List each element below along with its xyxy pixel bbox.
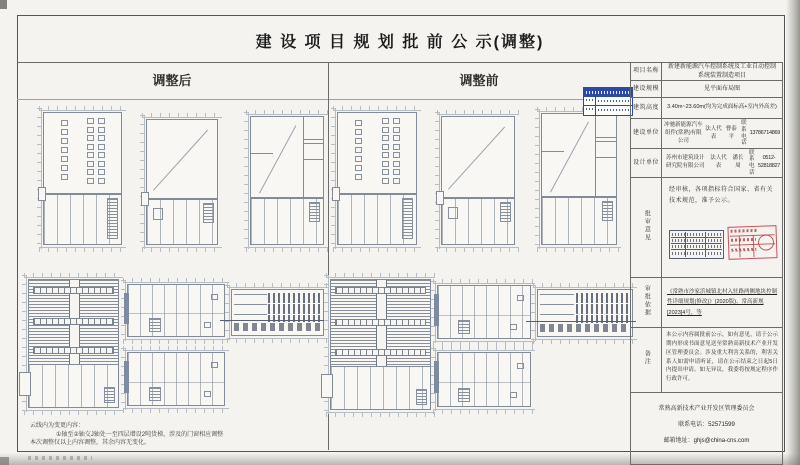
drawing-line: [140, 115, 145, 249]
builder-name: 冲驰新能源汽车组件(常熟)有限公司: [664, 121, 703, 144]
roof-vent-band: [33, 318, 115, 325]
drawing-line: [123, 346, 229, 351]
project-name-value: 新建新能源汽车控制系统及工业自动控制系统装置制造项目: [662, 63, 783, 81]
upper-floor-plan-a-before: [437, 285, 531, 339]
drawing-line: [246, 247, 328, 252]
stair-core: [458, 320, 470, 334]
stamp-text-row: [598, 109, 629, 111]
drawing-line: [448, 207, 458, 219]
floor-plan-1-after: [43, 112, 122, 245]
row-label-basis: 审批依据: [631, 278, 662, 328]
ground-line: [526, 321, 636, 322]
roof-vent-band: [335, 319, 426, 326]
equipment-block: [382, 127, 389, 133]
stamp-line: [584, 96, 632, 97]
drawing-line: [211, 362, 218, 368]
equipment-block: [393, 135, 400, 141]
opinion-text: 经审核，各项指标符合国家、省有关技术规范，准予公示。: [669, 187, 774, 204]
drawing-line: [510, 324, 517, 330]
dock-block: [124, 361, 129, 392]
elevation-before: [537, 289, 633, 337]
drawing-line: [435, 112, 440, 249]
builder-rep: 曹泰平: [725, 125, 737, 140]
upper-floor-plan-b-after: [127, 352, 225, 406]
drawing-line: [595, 137, 616, 138]
scan-smudge: [28, 456, 92, 460]
drawing-line: [438, 382, 530, 383]
drawing-line: [39, 106, 126, 111]
drawing-line: [246, 110, 328, 115]
equipment-block: [87, 178, 94, 184]
drawing-line: [595, 157, 616, 158]
drawing-line: [331, 108, 336, 249]
upper-floor-plan-b-before: [437, 352, 531, 407]
tel-label: 联系电话: [741, 120, 747, 147]
stair-core: [309, 202, 320, 222]
drawing-line: [128, 382, 224, 383]
equipment-block: [382, 144, 389, 150]
drawing-line: [142, 247, 222, 252]
revision-line: [153, 130, 208, 191]
contact-email: 邮箱地址：ghjs@china-cns.com: [663, 437, 750, 444]
row-label-designer: 设计单位: [631, 148, 662, 177]
equipment-block: [87, 152, 94, 158]
equipment-block: [355, 138, 362, 144]
drawing-line: [438, 315, 530, 316]
equipment-block: [393, 127, 400, 133]
equipment-block: [393, 144, 400, 150]
scale-value: 见平面布局图: [662, 81, 783, 98]
review-stamp-dark: [669, 230, 724, 259]
drawing-line: [433, 279, 535, 284]
equipment-block: [355, 129, 362, 135]
drawing-line: [595, 141, 616, 142]
equipment-block: [98, 152, 105, 158]
equipment-block: [355, 120, 362, 126]
stamp-header-band: [584, 88, 632, 96]
drawing-line: [303, 143, 323, 144]
stair-core: [149, 318, 161, 332]
scan-edge-right: [786, 0, 800, 465]
equipment-block: [355, 156, 362, 162]
basis-cell: [662, 278, 783, 328]
equipment-block: [98, 135, 105, 141]
drawing-line: [333, 106, 421, 111]
equipment-block: [98, 169, 105, 175]
floor-plan-1-before: [337, 112, 417, 245]
row-label-scale: 建设规模: [631, 81, 662, 98]
dock-block: [434, 361, 439, 393]
equipment-block: [382, 118, 389, 124]
floor-plan-3-after: [250, 116, 324, 245]
panel-header-before: 调整前: [459, 73, 499, 88]
equipment-block: [87, 118, 94, 124]
legal-rep-label: 法人代表: [705, 125, 722, 140]
scan-blot-topleft: [0, 0, 7, 9]
equipment-block: [61, 120, 68, 126]
roof-vent-band: [335, 287, 426, 294]
revision-line: [448, 127, 505, 190]
round-seal-icon: [758, 234, 775, 251]
drawing-line: [437, 110, 519, 115]
stair-core: [500, 202, 511, 222]
stair-core: [602, 201, 613, 221]
drawing-line: [332, 187, 340, 201]
scan-edge-bottom: [0, 453, 800, 465]
row-label-remark: 备注: [631, 328, 662, 393]
equipment-block: [87, 161, 94, 167]
drawing-line: [436, 191, 444, 205]
equipment-block: [98, 118, 105, 124]
annex-wing: [19, 372, 31, 396]
equipment-block: [382, 152, 389, 158]
drawing-line: [517, 363, 524, 369]
ground-line: [220, 320, 327, 321]
designer-cell: [662, 148, 783, 177]
stamp-line: [584, 105, 632, 106]
row-label-project-name: 项目名称: [631, 63, 662, 81]
basis-text: 《常熟市沙家浜城镇北村入驻路两侧地块控制性详细规划(修改)》(2020版)、常高新规[2023]4号，等: [667, 288, 778, 316]
equipment-block: [87, 169, 94, 175]
drawing-line: [510, 392, 517, 398]
elevation-floor-lines: [234, 294, 267, 322]
drawing-line: [142, 113, 222, 118]
upper-floor-plan-a-after: [127, 284, 225, 337]
note-line-2: ①轴至②轴交J轴处一至四层增设2吨货梯，涉及的门窗相应调整: [56, 431, 224, 438]
drawing-line: [535, 109, 540, 249]
page-title: 建 设 项 目 规 划 批 前 公 示(调整): [255, 34, 545, 51]
drawing-line: [37, 108, 42, 249]
dock-block: [124, 293, 129, 324]
equipment-block: [382, 135, 389, 141]
dock-block: [434, 294, 439, 325]
stair-core: [107, 198, 118, 239]
note-line-3: 本次调整仅以上内容调整，其余内容无变化。: [30, 440, 151, 447]
tel-label: 联系电话: [748, 149, 755, 176]
equipment-block: [382, 178, 389, 184]
contact-phone: 联系电话：52571599: [678, 421, 735, 428]
drawing-line: [123, 408, 229, 413]
equipment-block: [61, 165, 68, 171]
roof-plan-before: [330, 279, 431, 410]
elevation-floor-lines: [540, 294, 574, 323]
roof-vent-band: [335, 349, 426, 356]
info-table: [630, 62, 783, 465]
drawing-line: [303, 159, 323, 160]
designer-name: 苏州市建筑设计研究院有限公司: [666, 154, 705, 169]
stair-core: [416, 389, 427, 405]
drawing-line: [227, 283, 328, 288]
scan-blot-bottomleft: [0, 457, 9, 465]
equipment-block: [393, 152, 400, 158]
stamp-text-row: [598, 100, 629, 102]
equipment-block: [87, 144, 94, 150]
legal-rep-label: 法人代表: [710, 154, 727, 169]
row-label-builder: 建设单位: [631, 119, 662, 148]
height-value: 3.40m~23.60m(均为完成面标高+室内外高差): [662, 98, 783, 119]
equipment-block: [393, 161, 400, 167]
remark-text: 本公示内容属批前公示，如有意见，请于公示期内形成书面意见送至常熟高新技术产业开发区管理委员会。涉及重大利害关系的，利害关系人如需申请听证，请在公示结束之日起5日内提出申请。如无异议，我委将按规定程序作行政许可。: [662, 328, 783, 393]
drawing-line: [211, 294, 218, 300]
roof-vent-band: [33, 347, 115, 354]
elevation-base: [234, 323, 321, 331]
builder-cell: [662, 119, 783, 148]
drawing-line: [533, 339, 637, 344]
row-label-opinion: 批审意见: [631, 178, 662, 278]
revision-notes: [30, 422, 223, 448]
equipment-block: [355, 174, 362, 180]
equipment-block: [98, 127, 105, 133]
drawing-line: [303, 139, 323, 140]
floor-plan-3-before: [541, 113, 617, 245]
row-label-height: 建筑高度: [631, 98, 662, 119]
stair-core: [104, 387, 115, 403]
drawing-line: [153, 208, 163, 220]
floor-plan-2-before: [441, 116, 515, 245]
drawing-line: [24, 410, 123, 415]
drawing-line: [123, 278, 229, 283]
official-red-stamp: [727, 225, 777, 260]
equipment-block: [382, 169, 389, 175]
drawing-line: [244, 112, 249, 249]
equipment-block: [355, 147, 362, 153]
stair-core: [149, 387, 161, 401]
stair-core: [402, 198, 413, 239]
issuing-org: 常熟高新技术产业开发区管理委员会: [658, 406, 755, 413]
designer-rep: 潘长周: [732, 154, 744, 169]
elevation-base: [540, 324, 630, 332]
drawing-line: [326, 412, 435, 417]
drawing-line: [537, 247, 621, 252]
stamp-text-row: [586, 99, 598, 101]
elevation-window-grid: [268, 292, 320, 322]
floor-plan-2-after: [146, 119, 218, 245]
equipment-block: [355, 165, 362, 171]
revision-line: [550, 122, 589, 192]
drawing-line: [225, 285, 230, 340]
drawing-line: [517, 295, 524, 301]
drawing-line: [251, 153, 273, 154]
drawing-line: [39, 247, 126, 252]
note-line-1: 云线内为变更内容：: [30, 423, 85, 429]
drawing-line: [123, 339, 229, 344]
drawing-line: [128, 313, 224, 314]
drawing-line: [38, 187, 46, 201]
elevation-after: [231, 289, 324, 336]
builder-tel: 13786714869: [749, 129, 780, 136]
annex-wing: [321, 374, 333, 398]
stamp-text-row: [586, 108, 598, 110]
equipment-block: [98, 161, 105, 167]
drawing-line: [303, 117, 304, 197]
drawing-line: [204, 322, 211, 328]
equipment-block: [393, 178, 400, 184]
equipment-block: [61, 147, 68, 153]
equipment-block: [87, 127, 94, 133]
equipment-block: [61, 174, 68, 180]
opinion-cell: [662, 178, 783, 278]
equipment-block: [382, 161, 389, 167]
equipment-block: [61, 156, 68, 162]
blue-registration-stamp: [583, 87, 633, 116]
drawing-line: [533, 283, 637, 288]
equipment-block: [98, 178, 105, 184]
designer-tel: 0512-52818827: [757, 154, 781, 169]
drawing-line: [433, 409, 535, 414]
drawing-line: [437, 247, 519, 252]
drawing-line: [433, 346, 535, 351]
roof-plan-after: [28, 279, 119, 408]
drawing-line: [227, 338, 328, 343]
revision-line: [259, 125, 297, 193]
drawing-line: [141, 192, 149, 206]
elevation-window-grid: [576, 292, 630, 322]
drawing-line: [542, 151, 564, 152]
drawing-line: [333, 247, 421, 252]
equipment-block: [393, 118, 400, 124]
equipment-block: [87, 135, 94, 141]
equipment-block: [61, 138, 68, 144]
drawing-line: [24, 273, 123, 278]
drawing-line: [204, 391, 211, 397]
drawing-line: [531, 285, 536, 341]
equipment-block: [98, 144, 105, 150]
panel-header-after: 调整后: [152, 73, 192, 88]
equipment-block: [61, 129, 68, 135]
roof-vent-band: [33, 287, 115, 294]
equipment-block: [393, 169, 400, 175]
stair-core: [203, 203, 214, 223]
drawing-line: [326, 273, 435, 278]
stair-core: [458, 388, 470, 402]
drawing-line: [595, 114, 596, 196]
